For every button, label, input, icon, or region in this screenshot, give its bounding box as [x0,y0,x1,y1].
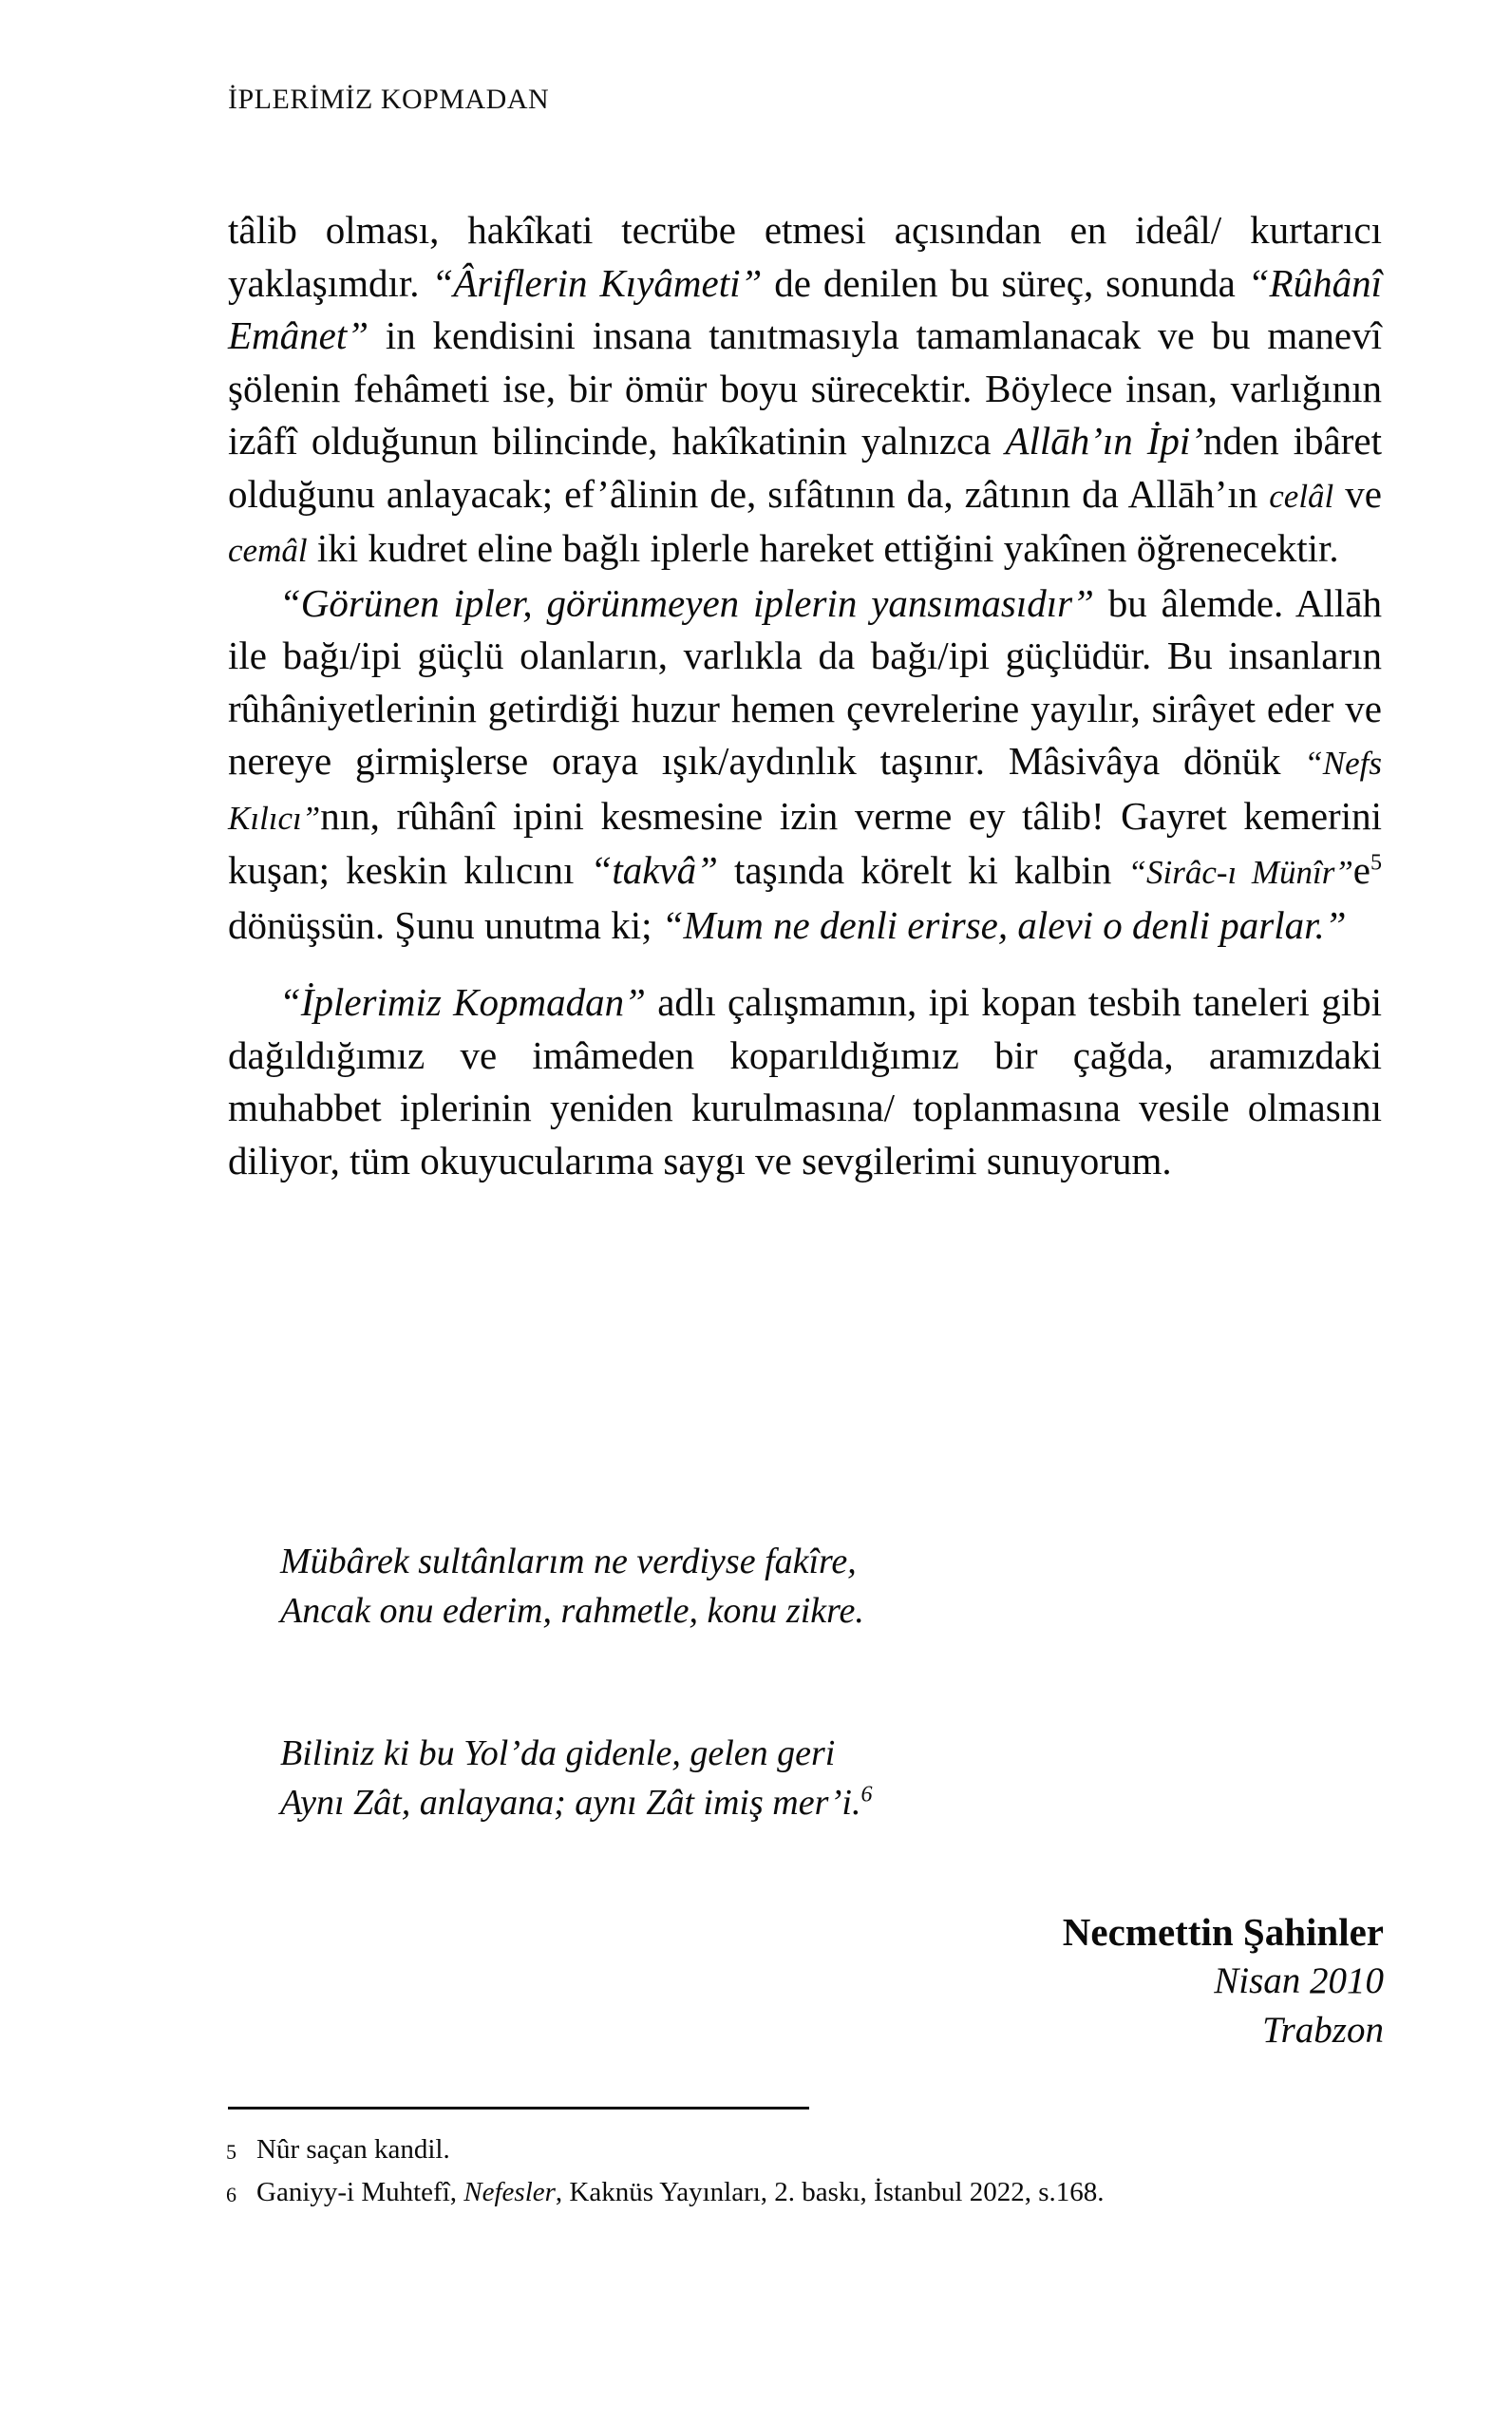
signature-place: Trabzon [1262,2010,1384,2051]
footnote-6-prefix: Ganiyy-i Muhtefî, [256,2177,464,2207]
p1-term-celal: celâl [1269,477,1334,515]
p2-part1: bu âlemde. Allāh ile bağı/ipi güçlü olanların, varlıkla da bağı/ipi güçlüdür. Bu insanların rûhâniyetlerinin getirdiği huzur hemen çevrelerine yayılır, sirâyet eder ve nereye girmişlerse oraya ışık/aydınlık taşınır. Mâsivâya dönük [228,580,1383,783]
p2-part2: nın, rûhânî ipini kesmesine izin verme ey tâlib! Gayret kemerini kuşan; keskin kılıcını [228,793,1382,892]
verse-1-line-1: Mübârek sultânlarım ne verdiyse fakîre, [280,1542,857,1581]
p1-part6: iki kudret eline bağlı iplerle hareket ettiğini yakînen öğrenecektir. [307,526,1339,570]
verse-2-line-2-text: Aynı Zât, anlayana; aynı Zât imiş mer’i. [280,1783,861,1823]
p2-part5: dönüşsün. Şunu unutma ki; [228,902,662,947]
footnote-number-5: 5 [226,2140,236,2164]
verse-2-line-1: Biliniz ki bu Yol’da gidenle, gelen geri [280,1733,836,1773]
p1-quote-ruhani-emanet: “Rûhânî Emânet” [228,260,1382,357]
paragraph-2 [228,577,1382,953]
p1-part1: tâlib olması, hakîkati tecrübe etmesi açısından en ideâl/ kurtarıcı yaklaşımdır. [228,208,1382,305]
paragraph-1 [228,204,1382,577]
running-head: İPLERİMİZ KOPMADAN [228,84,550,115]
p2-quote-sirac-i-munir: “Sirâc-ı Münîr” [1127,854,1353,891]
verse-block-1 [280,1537,864,1636]
signature-block [1063,1907,1384,2055]
p2-quote-takva: “takvâ” [590,848,718,892]
paragraph-3 [228,976,1382,1187]
p1-part4: nden ibâret olduğunu anlayacak; ef’âlinin de, sıfâtının da, zâtının da Allāh’ın [228,419,1383,516]
p2-part3: taşında körelt ki kalbin [717,848,1128,892]
footnote-6-title: Nefesler [463,2177,556,2207]
author-name: Necmettin Şahinler [1062,1910,1384,1954]
footnote-6-suffix: , Kaknüs Yayınları, 2. baskı, İstanbul 2022, s.168. [555,2177,1105,2207]
p1-quote-allah-ipi: Allāh’ın İpi’ [1005,419,1203,463]
signature-date: Nisan 2010 [1214,1960,1384,2001]
footnote-number-6: 6 [226,2183,236,2206]
p1-part2: de denilen bu süreç, sonunda [762,260,1248,305]
footnote-ref-5[interactable]: 5 [1370,850,1382,876]
verse-block-2 [280,1729,873,1827]
p2-quote-nefs-kilici: “Nefs Kılıcı” [228,745,1382,837]
footnote-list [226,2129,1385,2215]
p1-term-cemal: cemâl [228,532,308,569]
p1-part3: in kendisini insana tanıtmasıyla tamamlanacak ve bu manevî şölenin fehâmeti ise, bir ömür boyu sürecektir. Böylece insan, varlığının izâfî olduğunun bilincinde, hakîkatinin yalnızca [228,313,1382,463]
p1-quote-ariflerin-kiyameti: “Âriflerin Kıyâmeti” [431,260,763,305]
footnote-text-5: Nûr saçan kandil. [256,2134,450,2165]
verse-2-line-2 [280,1778,873,1827]
p1-part5: ve [1333,471,1382,516]
p2-quote-mum-ne-denli: “Mum ne denli erirse, alevi o denli parlar.” [661,902,1347,947]
p2-part4: e [1352,848,1370,892]
p3-quote-iplerimiz-kopmadan: “İplerimiz Kopmadan” [279,980,646,1024]
footnote-text-6 [256,2172,1385,2213]
body-text-block [228,204,1382,1187]
footnote-ref-6[interactable]: 6 [860,1782,873,1807]
footnote-item-6 [226,2172,1385,2215]
verse-1-line-2: Ancak onu ederim, rahmetle, konu zikre. [280,1591,864,1631]
footnote-item-5 [226,2129,1385,2172]
p3-part1: adlı çalışmamın, ipi kopan tesbih taneleri gibi dağıldığımız ve imâmeden koparıldığımız bir çağda, aramızdaki muhabbet iplerinin yeniden kurulmasına/ toplanmasına vesile olmasını diliyor, tüm okuyucularıma saygı ve sevgilerimi sunuyorum. [228,980,1382,1183]
footnote-separator-rule [228,2107,809,2110]
p2-quote-gorunen-ipler: “Görünen ipler, görünmeyen iplerin yansımasıdır” [279,580,1094,625]
